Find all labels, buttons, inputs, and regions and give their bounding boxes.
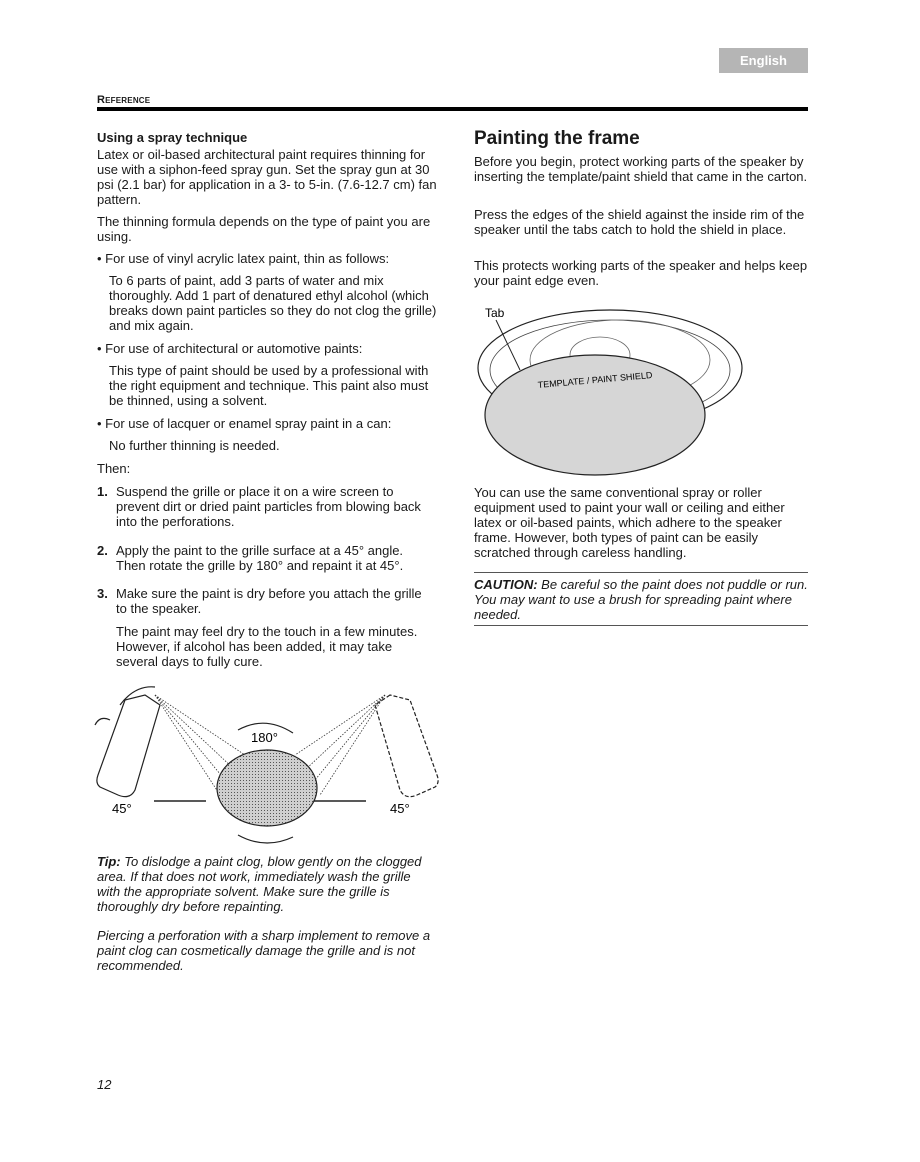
step-text: Apply the paint to the grille surface at a 45° angle. Then rotate the grille by 180° and repaint it at 45°. bbox=[116, 543, 404, 573]
tip-paragraph bbox=[97, 854, 437, 914]
then-label: Then: bbox=[97, 461, 131, 476]
paragraph: Before you begin, protect working parts of the speaker by inserting the template/paint shield that came in the carton. bbox=[474, 154, 808, 184]
speaker-shield-illustration bbox=[470, 300, 750, 480]
page-title: Painting the frame bbox=[474, 128, 640, 149]
caution-bottom-rule bbox=[474, 625, 808, 626]
header-rule bbox=[97, 107, 808, 111]
caution-label: CAUTION: bbox=[474, 577, 538, 592]
tip-label: Tip: bbox=[97, 854, 121, 869]
bullet-architectural-detail: This type of paint should be used by a professional with the right equipment and technique. This paint also must be thinned, using a solvent. bbox=[109, 363, 429, 408]
paragraph: This protects working parts of the speaker and helps keep your paint edge even. bbox=[474, 258, 808, 288]
step-note: The paint may feel dry to the touch in a few minutes. However, if alcohol has been added, it may take several days to fully cure. bbox=[116, 624, 418, 669]
paragraph: Press the edges of the shield against the inside rim of the speaker until the tabs catch to hold the shield in place. bbox=[474, 207, 805, 237]
caution-top-rule bbox=[474, 572, 808, 573]
step-number: 3. bbox=[97, 586, 108, 601]
caution-paragraph bbox=[474, 577, 810, 622]
caution-text: Be careful so the paint does not puddle or run. You may want to use a brush for spreading paint where needed. bbox=[474, 577, 808, 622]
left-spray-can-icon bbox=[95, 687, 160, 797]
spray-angle-illustration bbox=[90, 675, 450, 855]
rotation-label: 180° bbox=[251, 730, 278, 745]
bullet-architectural: • For use of architectural or automotive paints: bbox=[97, 341, 363, 356]
step-number: 1. bbox=[97, 484, 108, 499]
formula-paragraph: The thinning formula depends on the type of paint you are using. bbox=[97, 214, 431, 244]
step-number: 2. bbox=[97, 543, 108, 558]
paint-shield-icon bbox=[485, 355, 705, 475]
grille-icon bbox=[217, 750, 317, 826]
step-text: Make sure the paint is dry before you attach the grille to the speaker. bbox=[116, 586, 422, 616]
tab-label: Tab bbox=[485, 306, 505, 320]
section-label: Reference bbox=[97, 94, 151, 106]
tip-text: To dislodge a paint clog, blow gently on the clogged area. If that does not work, immediately wash the grille with the appropriate solvent. Make sure the grille is thoroughly dry before repainting. bbox=[97, 854, 422, 914]
page-number: 12 bbox=[97, 1077, 112, 1092]
spray-heading: Using a spray technique bbox=[97, 130, 248, 145]
bullet-lacquer: • For use of lacquer or enamel spray paint in a can: bbox=[97, 416, 392, 431]
left-angle-label: 45° bbox=[112, 801, 132, 816]
right-spray-can-icon bbox=[375, 695, 438, 797]
language-tab[interactable]: English bbox=[719, 48, 808, 73]
bullet-lacquer-detail: No further thinning is needed. bbox=[109, 438, 280, 453]
bullet-latex: • For use of vinyl acrylic latex paint, thin as follows: bbox=[97, 251, 390, 266]
piercing-paragraph: Piercing a perforation with a sharp implement to remove a paint clog can cosmetically damage the grille and is not recommended. bbox=[97, 928, 431, 973]
right-angle-label: 45° bbox=[390, 801, 410, 816]
rotate-arrow-icon bbox=[238, 835, 293, 843]
bullet-latex-detail: To 6 parts of paint, add 3 parts of water and mix thoroughly. Add 1 part of denatured ethyl alcohol (which breaks down paint particles so they do not clog the grille) and mix again. bbox=[109, 273, 437, 333]
shield-label: TEMPLATE / PAINT SHIELD bbox=[537, 370, 653, 390]
step-text: Suspend the grille or place it on a wire screen to prevent dirt or dried paint particles from blowing back into the perforations. bbox=[116, 484, 421, 529]
paragraph: You can use the same conventional spray or roller equipment used to paint your wall or ceiling and either latex or oil-based paints, which adhere to the speaker frame. However, both types of paint can be easily scratched through careless handling. bbox=[474, 485, 785, 560]
intro-paragraph: Latex or oil-based architectural paint requires thinning for use with a siphon-feed spray gun. Set the spray gun at 30 psi (2.1 bar) for application in a 3- to 5-in. (7.6-12.7 cm) fan pattern. bbox=[97, 147, 437, 207]
